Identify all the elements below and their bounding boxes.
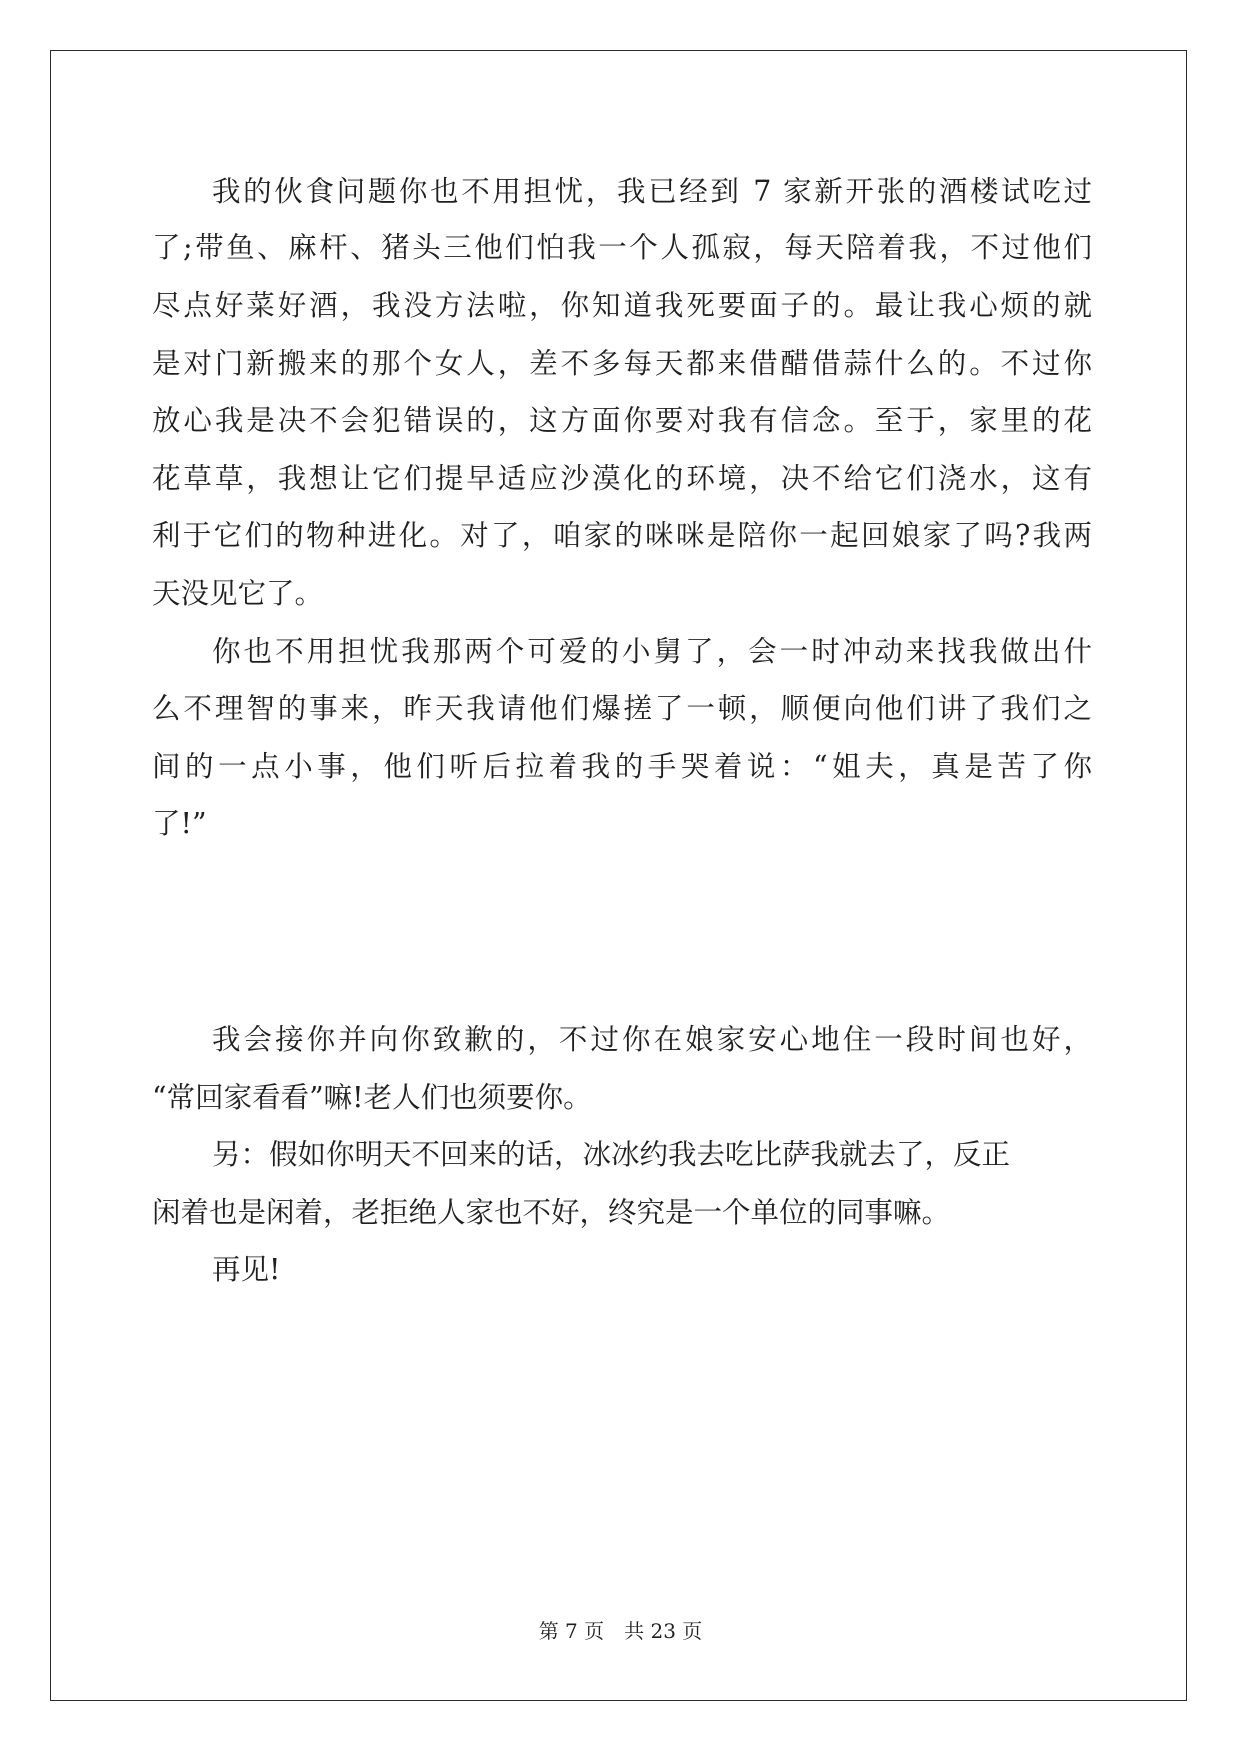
text-line: “常回家看看”嘛!老人们也须要你。 xyxy=(152,1081,592,1114)
page-footer xyxy=(0,1616,1241,1646)
text-line: 了!” xyxy=(152,807,207,840)
text-line: 是对门新搬来的那个女人，差不多每天都来借醋借蒜什么的。不过你 xyxy=(152,347,1092,380)
text-line: 我会接你并向你致歉的，不过你在娘家安心地住一段时间也好， xyxy=(212,1023,1092,1056)
text-line: 再见! xyxy=(212,1253,281,1286)
text-line: 么不理智的事来，昨天我请他们爆搓了一顿，顺便向他们讲了我们之 xyxy=(152,692,1092,725)
page-total: 共 23 页 xyxy=(624,1619,703,1643)
text-line: 尽点好菜好酒，我没方法啦，你知道我死要面子的。最让我心烦的就 xyxy=(152,289,1092,322)
text-line: 闲着也是闲着，老拒绝人家也不好，终究是一个单位的同事嘛。 xyxy=(152,1196,951,1229)
text-line: 天没见它了。 xyxy=(152,577,324,610)
page-number: 第 7 页 xyxy=(538,1619,605,1643)
text-line: 我的伙食问题你也不用担忧，我已经到 7 家新开张的酒楼试吃过 xyxy=(212,175,1092,208)
text-line: 花草草，我想让它们提早适应沙漠化的环境，决不给它们浇水，这有 xyxy=(152,462,1092,495)
text-line: 你也不用担忧我那两个可爱的小舅了，会一时冲动来找我做出什 xyxy=(212,635,1092,668)
text-line: 放心我是决不会犯错误的，这方面你要对我有信念。至于，家里的花 xyxy=(152,404,1092,437)
text-line: 了;带鱼、麻杆、猪头三他们怕我一个人孤寂，每天陪着我，不过他们 xyxy=(152,231,1092,264)
text-line: 另：假如你明天不回来的话，冰冰约我去吃比萨我就去了，反正 xyxy=(212,1138,1011,1171)
text-line: 间的一点小事，他们听后拉着我的手哭着说：“姐夫，真是苦了你 xyxy=(152,750,1092,783)
text-line: 利于它们的物种进化。对了，咱家的咪咪是陪你一起回娘家了吗?我两 xyxy=(152,519,1092,552)
